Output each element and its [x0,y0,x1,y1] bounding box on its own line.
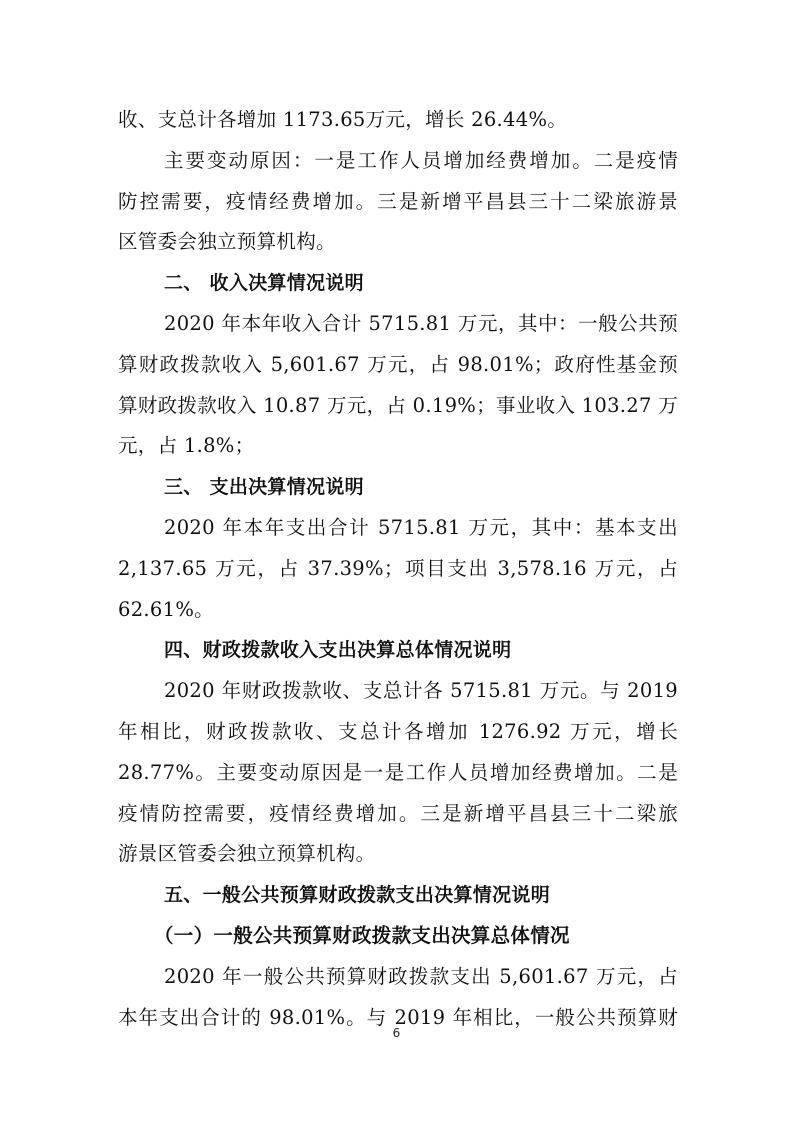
paragraph-line: 疫情防控需要，疫情经费增加。三是新增平昌县三十二梁旅 [118,801,678,825]
paragraph-line: 游景区管委会独立预算机构。 [118,842,376,866]
paragraph-line: 2020 年财政拨款收、支总计各 5715.81 万元。与 2019 [164,679,678,703]
section-heading: 三、 支出决算情况说明 [164,476,364,499]
paragraph-line: 防控需要，疫情经费增加。三是新增平昌县三十二梁旅游景 [118,189,678,213]
paragraph-line: 2020 年本年支出合计 5715.81 万元，其中：基本支出 [164,515,678,539]
section-heading: 五、一般公共预算财政拨款支出决算情况说明 [164,884,551,907]
paragraph-line: 算财政拨款收入 10.87 万元，占 0.19%；事业收入 103.27 万 [118,393,678,417]
paragraph-line: 2020 年本年收入合计 5715.81 万元，其中：一般公共预 [164,311,678,335]
paragraph-line: 年相比，财政拨款收、支总计各增加 1276.92 万元，增长 [118,719,678,743]
paragraph-line: 本年支出合计的 98.01%。与 2019 年相比，一般公共预算财 [118,1005,678,1029]
subsection-heading: （一）一般公共预算财政拨款支出决算总体情况 [154,923,570,947]
paragraph-line: 2,137.65 万元，占 37.39%；项目支出 3,578.16 万元，占 [118,556,678,580]
paragraph-line: 元，占 1.8%； [118,434,255,458]
paragraph-line: 主要变动原因：一是工作人员增加经费增加。二是疫情 [164,148,678,172]
paragraph-line: 区管委会独立预算机构。 [118,230,336,254]
section-heading: 四、财政拨款收入支出决算总体情况说明 [164,639,512,662]
paragraph-line: 28.77%。主要变动原因是一是工作人员增加经费增加。二是 [118,760,678,784]
paragraph-line: 62.61%。 [118,597,214,621]
paragraph-line: 算财政拨款收入 5,601.67 万元，占 98.01%；政府性基金预 [118,352,678,376]
paragraph-line: 收、支总计各增加 1173.65万元，增长 26.44%。 [118,108,568,131]
paragraph-line: 2020 年一般公共预算财政拨款支出 5,601.67 万元，占 [164,964,678,988]
section-heading: 二、 收入决算情况说明 [164,272,364,295]
page-body [118,100,678,1038]
page-number: 6 [392,1026,401,1040]
